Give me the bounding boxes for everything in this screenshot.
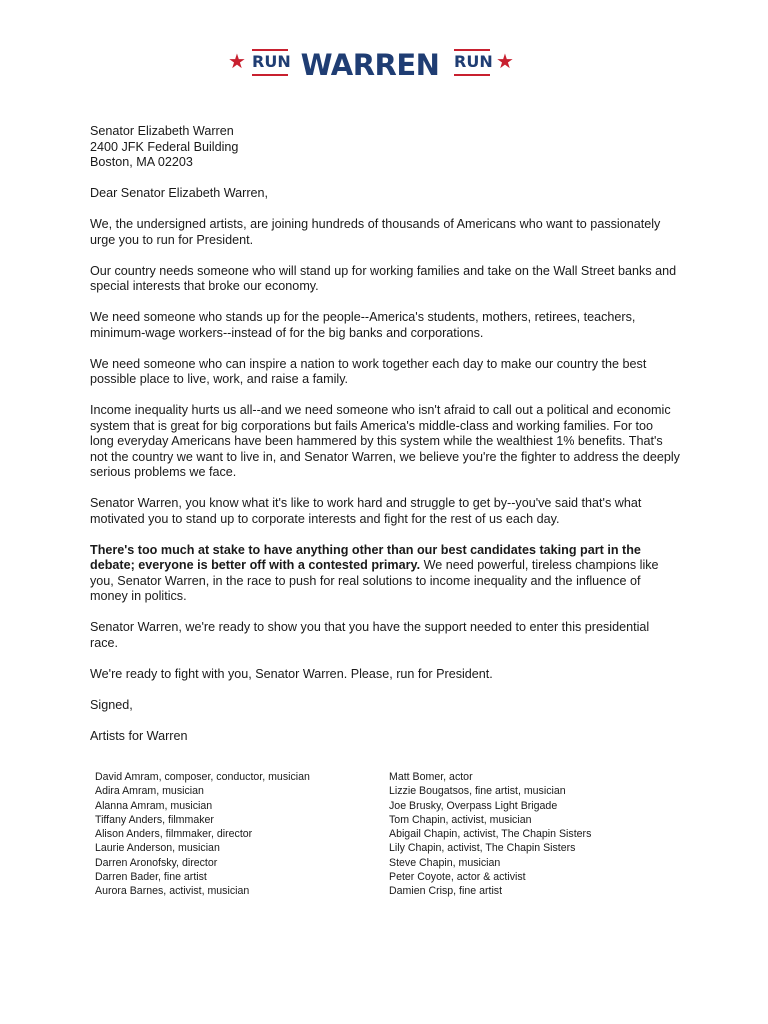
signatory: David Amram, composer, conductor, musician: [95, 771, 310, 783]
paragraph-9: We're ready to fight with you, Senator Warren. Please, run for President.: [90, 666, 493, 681]
signatory: Lily Chapin, activist, The Chapin Sisters: [389, 842, 576, 855]
signatory: Darren Aronofsky, director: [95, 856, 218, 869]
paragraph-7-rest: We need powerful, tireless champions like you, Senator Warren, in the race to push for real solutions to income inequality and the influence of money in politics.: [90, 558, 659, 603]
signatories-left-column: [95, 770, 375, 899]
letter-body: [90, 124, 680, 760]
paragraph-7-bold: There's too much at stake to have anything other than our best candidates taking part in the debate; everyone is better off with a contested primary.: [90, 542, 641, 572]
star-icon-left: ★: [228, 51, 246, 73]
signatory: Laurie Anderson, musician: [95, 842, 220, 855]
signatory: Alison Anders, filmmaker, director: [95, 828, 253, 841]
paragraph-1: We, the undersigned artists, are joining hundreds of thousands of Americans who want to passionately urge you to run for President.: [90, 217, 661, 247]
address-line-2: 2400 JFK Federal Building: [90, 139, 239, 154]
logo-run-left: RUN: [252, 52, 291, 71]
signatory: Peter Coyote, actor & activist: [389, 871, 526, 884]
signatories-right-column: [389, 770, 679, 899]
paragraph-6: Senator Warren, you know what it's like to work hard and struggle to get by--you've said that's what motivated you to stand up to corporate interests and fight for the rest of us each day.: [90, 496, 642, 526]
address-line-1: Senator Elizabeth Warren: [90, 124, 234, 138]
signatory: Aurora Barnes, activist, musician: [95, 885, 250, 898]
signatory: Adira Amram, musician: [95, 785, 204, 798]
paragraph-4: We need someone who can inspire a nation to work together each day to make our country the best possible place to live, work, and raise a family.: [90, 356, 647, 386]
recipient-address: [90, 124, 680, 171]
star-icon-right: ★: [496, 51, 514, 73]
signatory: Darren Bader, fine artist: [95, 871, 207, 884]
paragraph-2: Our country needs someone who will stand up for working families and take on the Wall Street banks and special interests that broke our economy.: [90, 263, 677, 293]
signatory: Matt Bomer, actor: [389, 771, 473, 783]
paragraph-8: Senator Warren, we're ready to show you that you have the support needed to enter this presidential race.: [90, 620, 650, 650]
logo-run-right: RUN: [454, 52, 493, 71]
signatory: Steve Chapin, musician: [389, 856, 501, 869]
signatory: Abigail Chapin, activist, The Chapin Sisters: [389, 828, 592, 841]
paragraph-5: Income inequality hurts us all--and we need someone who isn't afraid to call out a political and economic system that is great for big corporations but fails America's middle-class and working families. For too long everyday Americans have been hammered by this system while the wealthiest 1% benefits. That's not the country we want to live in, and Senator Warren, we believe you're the fighter to address the deeply serious problems we face.: [90, 403, 680, 479]
run-warren-run-logo: [224, 48, 516, 86]
paragraph-7: [90, 543, 680, 605]
signatory: Tiffany Anders, filmmaker: [95, 813, 214, 826]
signatory: Lizzie Bougatsos, fine artist, musician: [389, 785, 566, 798]
signatory: Alanna Amram, musician: [95, 799, 213, 812]
salutation: Dear Senator Elizabeth Warren,: [90, 186, 269, 200]
signatory: Tom Chapin, activist, musician: [389, 813, 532, 826]
signatory: Joe Brusky, Overpass Light Brigade: [389, 799, 558, 812]
closing: Signed,: [90, 697, 133, 712]
paragraph-3: We need someone who stands up for the people--America's students, mothers, retirees, teachers, minimum-wage workers--instead of for the big banks and corporations.: [90, 310, 636, 340]
signatory: Damien Crisp, fine artist: [389, 885, 503, 898]
address-line-3: Boston, MA 02203: [90, 155, 193, 169]
group-name: Artists for Warren: [90, 728, 188, 743]
logo-warren: WARREN: [300, 48, 440, 82]
